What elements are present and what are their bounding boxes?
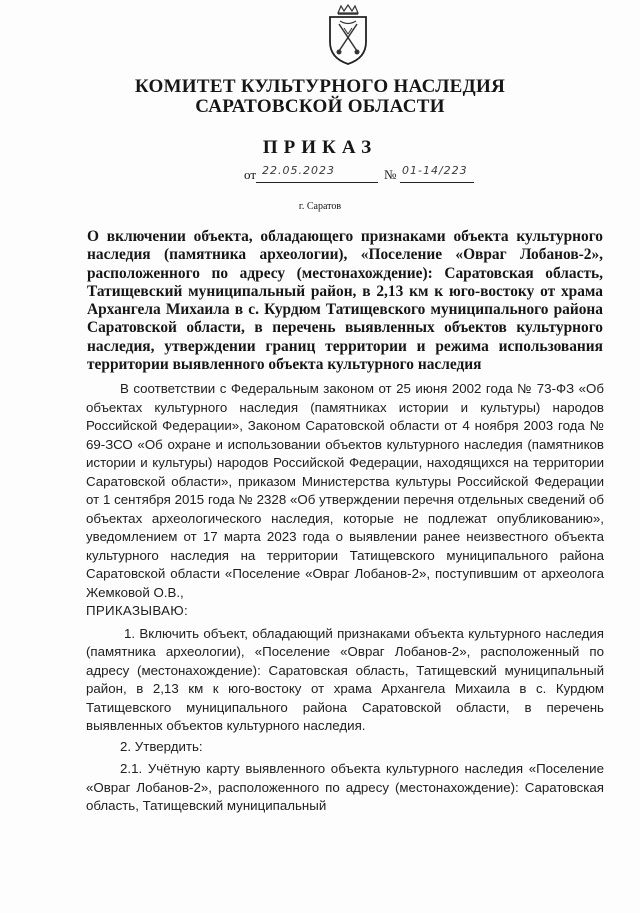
order-word: ПРИКАЗЫВАЮ: [86,603,188,618]
city-name: г. Саратов [298,201,342,212]
coat-of-arms-icon [324,4,372,66]
document-type-title: ПРИКАЗ [262,137,378,158]
organization-name-line1: КОМИТЕТ КУЛЬТУРНОГО НАСЛЕДИЯ [134,76,506,97]
preamble-text: В соответствии с Федеральным законом от 25 июня 2002 года № 73-ФЗ «Об объектах культурного наследия (памятниках истории и культуры) народов Российской Федерации», Законом Саратовской области от 4 ноября 2003 года № 69-ЗСО «Об охране и использовании объектов культурного наследия (памятников истории и культуры) народов Российской Федерации, находящихся на территории Саратовской области», приказом Министерства культуры Российской Федерации от 1 сентября 2015 года № 2328 «Об утверждении перечня отдельных сведений об объектах археологического наследия, которые не подлежат опубликованию», уведомлением от 17 марта 2023 года о выявлении ранее неизвестного объекта культурного наследия на территории Татищевского муниципального района Саратовской области «Поселение «Овраг Лобанов-2», поступившим от археолога Жемковой О.В., [86,381,604,600]
number-underline [400,182,474,183]
item-2-paragraph: 2. Утвердить: [120,738,203,754]
handwritten-number: 01-14/223 [402,164,468,177]
handwritten-date: 22.05.2023 [262,164,335,177]
item-1-paragraph: 1. Включить объект, обладающий признаками объекта культурного наследия (памятника археологии), «Поселение «Овраг Лобанов-2», расположенный по адресу (местонахождение): Саратовская область, Татищевский муниципальный район, в 2,13 км к юго-востоку от храма Архангела Михаила в с. Курдюм Татищевского муниципального района Саратовской области, в перечень выявленных объектов культурного наследия. [86,625,604,733]
item-2-1-paragraph: 2.1. Учётную карту выявленного объекта культурного наследия «Поселение «Овраг Лобанов-2», расположенного по адресу (местонахождение): Саратовская область, Татищевский муниципальный [86,761,604,813]
number-label: № [384,167,397,182]
date-label: от [244,167,257,182]
order-title: О включении объекта, обладающего признаками объекта культурного наследия (памятника археологии), «Поселение «Овраг Лобанов-2», расположенного по адресу (местонахождение): Саратовская область, Татищевский муниципальный район, в 2,13 км к юго-востоку от храма Архангела Михаила в с. Курдюм Татищевского муниципального района Саратовской области, в перечень выявленных объектов культурного наследия, утверждении границ территории и режима использования территории выявленного объекта культурного наследия [87,228,603,374]
preamble-paragraph [86,380,604,602]
organization-name-line2: САРАТОВСКОЙ ОБЛАСТИ [195,96,445,117]
date-underline [256,182,378,183]
order-body [86,380,604,816]
